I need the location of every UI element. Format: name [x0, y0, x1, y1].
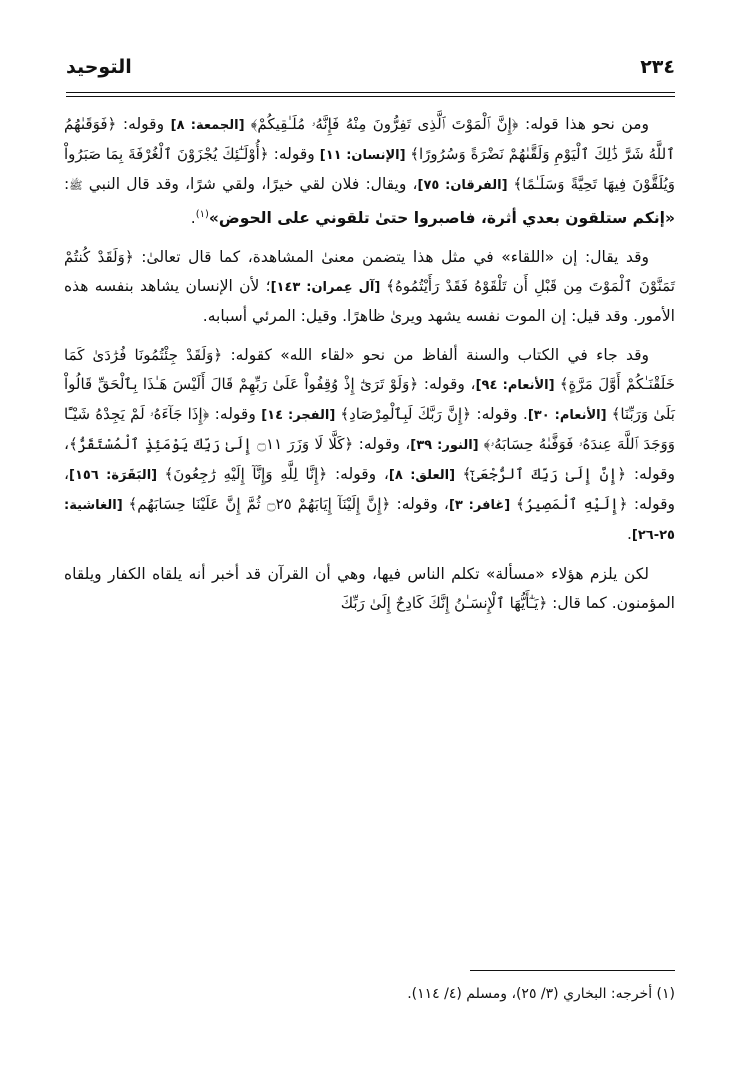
verse-reference: [آل عِمران: ١٤٣]	[270, 280, 387, 296]
paragraph	[64, 243, 675, 331]
header-rule-top	[66, 92, 675, 93]
quran-verse: ﴿إِنَّ ٱلْمَوْتَ ٱلَّذِى تَفِرُّونَ مِنْهُ فَإِنَّهُۥ مُلَـٰقِيكُمْ﴾	[250, 115, 519, 133]
verse-reference: [النور: ٣٩]	[410, 438, 484, 454]
body-text: ، وقوله:	[64, 435, 675, 484]
salutation-glyph: ﷺ	[69, 179, 83, 192]
verse-reference: [البَقَرَة: ١٥٦]	[69, 468, 165, 484]
quran-verse: ﴿كَلَّا لَا وَزَرَ ۝١١ إِلَىٰ رَبِّكَ يَوْمَئِذٍ ٱلْمُسْتَقَرُّ﴾	[69, 435, 354, 454]
page-header	[66, 52, 675, 82]
quran-verse: ﴿فَوَقَىٰهُمُ ٱللَّهُ شَرَّ ذَٰلِكَ ٱلْيَوْمِ وَلَقَّىٰهُمْ نَضْرَةً وَسُرُورًا﴾	[64, 115, 676, 163]
page-number: ٢٣٤	[640, 56, 675, 78]
body-text: وقد يقال: إن «اللقاء» في مثل هذا يتضمن معنىٰ المشاهدة، كما قال تعالىٰ:	[133, 248, 649, 267]
body-text: ، وقوله:	[327, 465, 389, 484]
body-text: ، وقوله:	[353, 435, 411, 454]
verse-reference: [الفجر: ١٤]	[261, 408, 341, 424]
body-text: .	[190, 209, 196, 228]
quran-verse: ﴿أُوْلَـٰٓئِكَ يُجْزَوْنَ ٱلْغُرْفَةَ بِمَا صَبَرُواْ وَيُلَقَّوْنَ فِيهَا تَحِيَّةً وَسَلَـٰمًا﴾	[64, 145, 675, 193]
verse-reference: [الإنسان: ١١]	[319, 148, 411, 163]
quran-verse: ﴿وَلَقَدْ جِئْتُمُونَا فُرَٰدَىٰ كَمَا خَلَقْنَـٰكُمْ أَوَّلَ مَرَّةٍ﴾	[64, 346, 675, 394]
body-text: لكن يلزم هؤلاء «مسألة» تكلم الناس فيها، وهي أن القرآن قد أخبر أنه يلقاه الكفار ويلقاه المؤمنون. كما قال:	[64, 565, 675, 613]
body-text: :	[64, 175, 70, 193]
body-text: ، وقوله:	[418, 375, 476, 394]
verse-reference: [الأنعام: ٩٤]	[475, 378, 560, 394]
body-text: وقد جاء في الكتاب والسنة ألفاظ من نحو «لقاء الله» كقوله:	[222, 346, 649, 365]
running-title: التوحيد	[66, 56, 132, 78]
body-text: ، وقوله:	[390, 495, 449, 514]
quran-verse: ﴿يَـٰٓأَيُّهَا ٱلْإِنسَـٰنُ إِنَّكَ كَادِحٌ إِلَىٰ رَبِّكَ	[340, 594, 548, 613]
footnote: (١) أخرجه: البخاري (٣/ ٢٥)، ومسلم (٤/ ١١٤).	[407, 986, 675, 1002]
body-text: وقوله:	[268, 145, 320, 163]
hadith-quote: «إنكم ستلقون بعدي أثرة، فاصبروا حتىٰ تلقوني على الحوض»	[208, 209, 675, 228]
body-text: ومن نحو هذا قوله:	[518, 115, 649, 133]
quran-verse: ﴿إِذَا جَآءَهُۥ لَمْ يَجِدْهُ شَيْـًٔا وَوَجَدَ ٱللَّهَ عِندَهُۥ فَوَفَّىٰهُ حِسَابَهُۥ﴾	[64, 405, 675, 454]
footnote-separator	[470, 970, 675, 971]
body-text: .	[626, 525, 632, 544]
verse-reference: [الغاشية: ٢٥-٢٦]	[64, 498, 675, 544]
quran-verse: ﴿وَلَقَدْ كُنتُمْ تَمَنَّوْنَ ٱلْمَوْتَ مِن قَبْلِ أَن تَلْقَوْهُ فَقَدْ رَأَيْتُمُوهُ﴾	[64, 248, 675, 296]
quran-verse: ﴿إِنَّا لِلَّهِ وَإِنَّآ إِلَيْهِ رَٰجِعُونَ﴾	[164, 465, 328, 484]
verse-reference: [الفرقان: ٧٥]	[417, 178, 514, 193]
verse-reference: [الجمعة: ٨]	[170, 118, 251, 133]
header-rule-bottom	[66, 96, 675, 97]
body-text: وقوله:	[116, 115, 171, 133]
quran-verse: ﴿إِنَّ إِلَيْنَآ إِيَابَهُمْ ۝٢٥ ثُمَّ إِنَّ عَلَيْنَا حِسَابَهُم﴾	[128, 495, 391, 514]
paragraph	[64, 560, 675, 618]
body-text: . وقوله:	[470, 405, 528, 424]
body-text: ، وقوله:	[64, 465, 675, 514]
verse-reference: [العلق: ٨]	[388, 468, 463, 484]
paragraph	[64, 341, 675, 550]
quran-verse: ﴿إِنَّ إِلَىٰ رَبِّكَ ٱلرُّجْعَىٰٓ﴾	[462, 465, 627, 484]
body-text: وقوله:	[209, 405, 262, 424]
verse-reference: [غافر: ٣]	[448, 498, 517, 514]
footnote-marker: (١)	[195, 209, 209, 220]
quran-verse: ﴿إِلَيْهِ ٱلْمَصِيرُ﴾	[516, 495, 628, 514]
quran-verse: ﴿وَلَوْ تَرَىٰٓ إِذْ وُقِفُواْ عَلَىٰ رَبِّهِمْ قَالَ أَلَيْسَ هَـٰذَا بِٱلْحَقِّ قَالُواْ بَلَىٰ وَرَبِّنَا﴾	[64, 375, 675, 424]
main-text	[64, 110, 675, 628]
body-text: ؛ لأن الإنسان يشاهد بنفسه هذه الأمور. وقد قيل: إن الموت نفسه يشهد ويرىٰ ظاهرًا. وقيل: المرئي أسبابه.	[64, 277, 675, 326]
quran-verse: ﴿إِنَّ رَبَّكَ لَبِٱلْمِرْصَادِ﴾	[340, 405, 471, 424]
body-text: ، ويقال: فلان لقي خيرًا، ولقي شرًا، وقد قال النبي	[82, 175, 418, 193]
paragraph	[64, 110, 675, 233]
verse-reference: [الأنعام: ٣٠]	[527, 408, 612, 424]
